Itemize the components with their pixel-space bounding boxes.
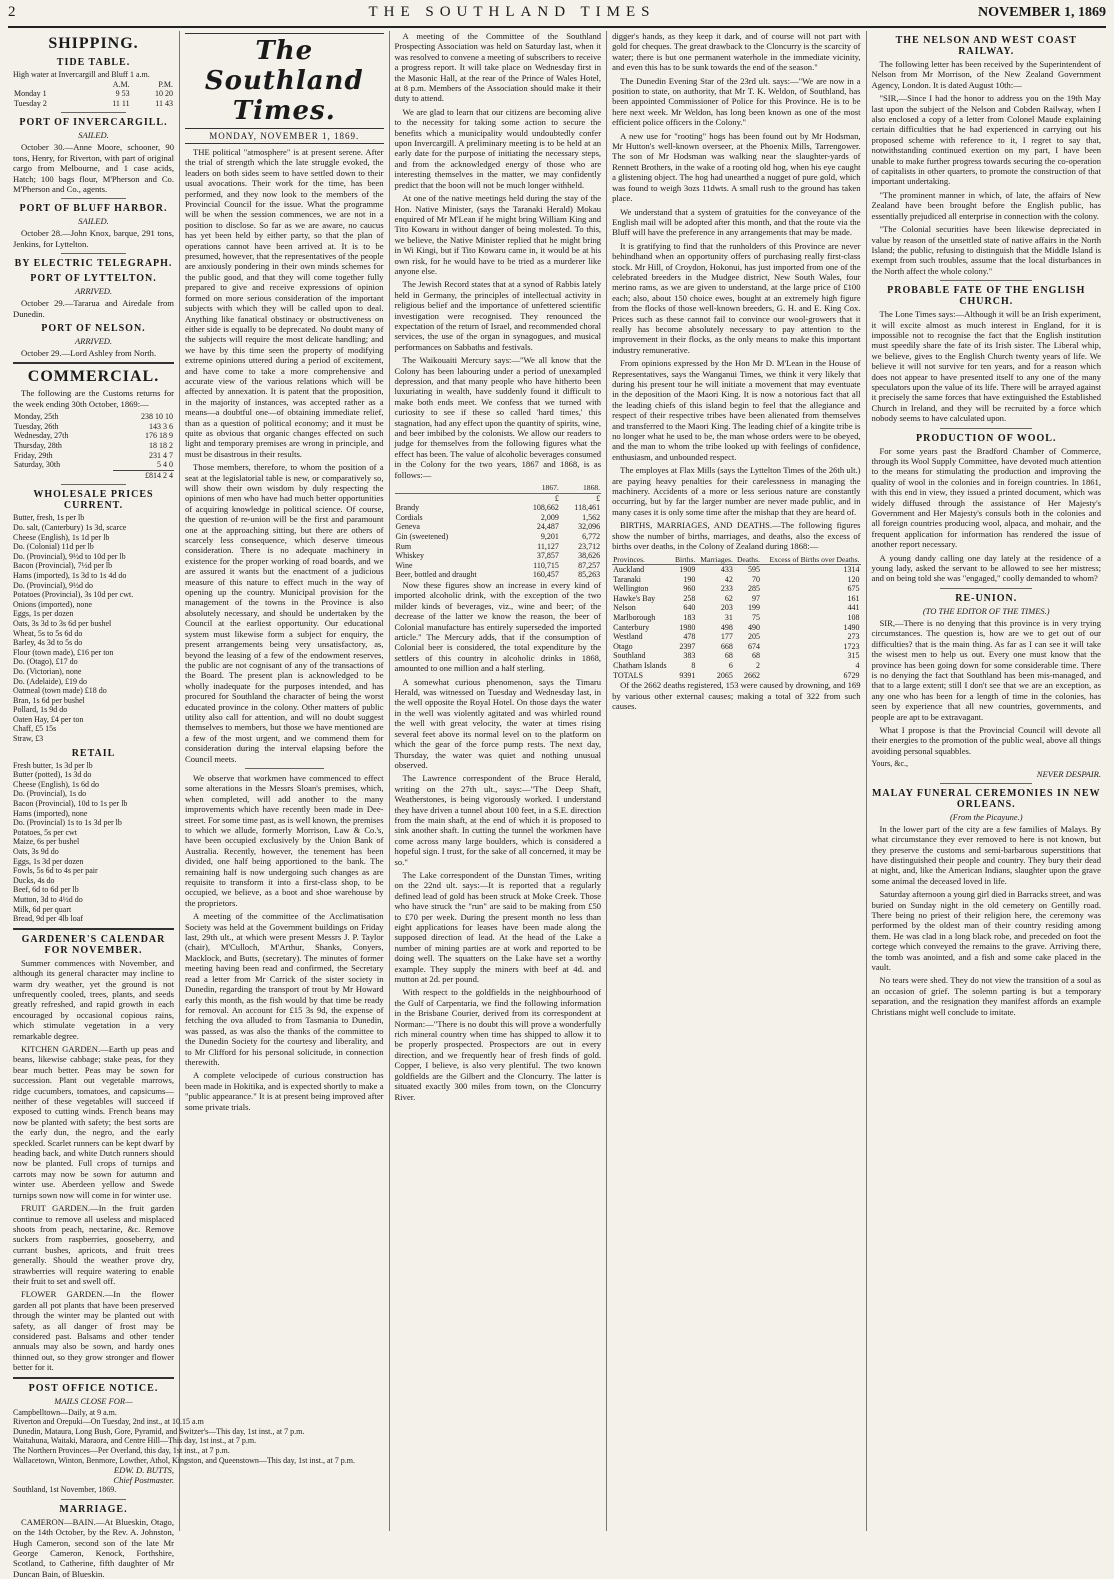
list-item: Hams (imported), none	[13, 808, 88, 818]
table-row: Canterbury 1980 498 490 1490	[613, 622, 860, 632]
list-item: Oats, 3s 9d do	[13, 847, 59, 856]
news-paragraph: We are glad to learn that our citizens are becoming alive to the necessity for taking some action to secure the benefits which a municipality would undoubtedly confer upon Invercargill. A preliminary meeting is to be held at an early date for the purpose of initiating the necessary steps, and from the acknowledged energy of those who are interesting themselves in the matter, we may confidently predict that the boon will not be much longer withheld.	[394, 106, 602, 190]
table-row: Monday 1 9 53 10 20	[14, 89, 173, 99]
list-item: Beef, 6d to 6d per lb	[13, 885, 79, 895]
commercial-intro: The following are the Customs returns for the week ending 30th October, 1869:—	[13, 388, 174, 409]
news-paragraph: The Dunedin Evening Star of the 23rd ult. says:—"We are now in a position to state, on authority, that Mr T. K. Weldon, of Southland, has been appointed Commissioner of Police for this Province. He is to be here next week. Mr Weldon, has long been known as one of the most efficient police officers in the Colony."	[612, 75, 861, 128]
customs-table	[13, 412, 174, 480]
news-paragraph: With respect to the goldfields in the neighbourhood of the Gulf of Carpentaria, we find the following information in the Brisbane Courier, derived from its correspondent at Norman:—"There is no doubt this will prove a wonderfully rich mineral country when time has shipped to allow it to be properly prospected. Prospectors are out in every direction, and we frequently hear of fresh finds of gold. Copper, I believe, is also very plentiful. The two known goldfields are the Gilbert and the Cloncurry. The latter is situated exactly 300 miles from town, on the Cloncurry River.	[394, 987, 602, 1102]
table-row: Saturday, 30th 5 4 0	[14, 460, 173, 470]
list-item: Pollard, 1s 9d do	[13, 705, 68, 715]
news-paragraph: We observe that workmen have commenced to effect some alterations in the Messrs Sloan's premises, which, when completed, will add another to the many improvements which have recently been made in Dee-street. For some time past, as is well known, the premises to which we allude, formerly Morrison, Law & Co.'s, have been occupied exclusively by the Union Bank of Australia. Recently, however, the tenement has been divided, one half being apportioned to the bank. The remaining half is now undergoing such changes as are requisite to transform it into a first-class shop, to be occupied, we believe, as a boot and shoe warehouse by the proprietors.	[185, 772, 384, 908]
list-item: Eggs, 1s 3d per dozen	[13, 856, 84, 866]
table-row: Nelson 640 203 199 441	[613, 603, 860, 613]
list-item: Riverton and Orepuki—On Tuesday, 2nd inst., at 10.15 a.m	[13, 1417, 204, 1427]
church-heading: PROBABLE FATE OF THE ENGLISH CHURCH.	[887, 285, 1086, 308]
news-paragraph: The Lawrence correspondent of the Bruce Herald, writing on the 27th ult., says:—"The Deep Shaft, Weatherstones, is being vigorously worked. I understand they have driven a tunnel about 100 feet, in a S.E. direction from the main shaft, at the end of which it is proposed to sink another shaft. In cutting the tunnel the workmen have come across many large boulders, which is considered a hopeful sign. I trust, for the sake of all concerned, it may be so."	[394, 773, 602, 867]
paper-title: The Southland Times.	[185, 33, 384, 129]
bmd-intro: BIRTHS, MARRIAGES, AND DEATHS.—The following figures show the number of births, marriages, and deaths, also the excess of births over deaths, in the Colony of Zealand during 1868:—	[612, 520, 861, 552]
list-item: Butter (potted), 1s 3d do	[13, 770, 92, 780]
list-item: Bacon (Provincial), 10d to 1s per lb	[13, 799, 128, 809]
table-row: Cordials 2,009 1,562	[395, 512, 601, 522]
bmd-outro: Of the 2662 deaths registered, 153 were caused by drowning, and 169 by various other external causes; making a total of 322 from such causes.	[612, 680, 861, 712]
list-item: Chaff, £5 15s	[13, 724, 57, 734]
list-item: Bran, 1s 6d per bushel	[13, 695, 85, 705]
list-item: Fresh butter, 1s 3d per lb	[13, 760, 93, 770]
list-item: Wheat, 5s to 5s 6d do	[13, 628, 83, 638]
table-row: TOTALS 9391 2065 2662 6729	[613, 670, 860, 680]
news-paragraph: Now these figures show an increase in every kind of imported alcoholic drink, with the exception of the two milder kinds of beverages, viz., wine and beer; of the decrease of the latter we know the reason, the beer of Colonial manufacture has entirely superseded the imported article." The Mercury adds, that if the consumption of Colonial beer is considered, the total expenditure by the settlers of this country in alcoholic drinks in 1868, amounted to one million and a half sterling.	[394, 580, 602, 674]
list-item: Oats, 3s 3d to 3s 6d per bushel	[13, 618, 112, 628]
table-row: Tuesday, 26th 143 3 6	[14, 421, 173, 431]
news-paragraph: digger's hands, as they keep it dark, and of course will not part with gold for cheques. The great drawback to the Cloncurry is the scarcity of water; there is but one permanent waterhole in the immediate vicinity, and even this has to be sunk towards the end of the season."	[612, 31, 861, 73]
customs-total: £814 2 4	[113, 470, 174, 480]
shipping-heading: SHIPPING.	[48, 35, 139, 52]
table-row: Geneva 24,487 32,096	[395, 522, 601, 532]
port-lyttelton-heading: PORT OF LYTTELTON.	[30, 273, 157, 285]
wholesale-heading: WHOLESALE PRICES CURRENT.	[33, 489, 154, 512]
table-row: Chatham Islands 8 6 2 4	[613, 661, 860, 671]
list-item: Fowls, 5s 6d to 4s per pair	[13, 866, 98, 876]
masthead	[8, 4, 1106, 28]
list-item: Do. (Colonial) 11d per lb	[13, 542, 94, 552]
news-paragraph: We understand that a system of gratuities for the conveyance of the English mail will be adopted after this month, and that the route via the Bluff will have the preference in any arrangements that may be made.	[612, 206, 861, 238]
port-bluff-text: October 28.—John Knox, barque, 291 tons, Jenkins, for Lyttelton.	[13, 228, 174, 249]
list-item: Mutton, 3d to 4½d do	[13, 894, 83, 904]
wholesale-list	[13, 513, 174, 743]
list-item: Flour (town made), £16 per ton	[13, 647, 114, 657]
news-paragraph: The employes at Flax Mills (says the Lyttelton Times of the 26th ult.) are paying heavy penalties for their carelessness in managing the machinery. Accidents of a more or less serious nature are constantly occurring, but by far the larger number are never made public, and in many cases it is only some time after the mishap that they are heard of.	[612, 465, 861, 517]
list-item: Potatoes, 5s per cwt	[13, 827, 77, 837]
column-4	[607, 31, 866, 1531]
list-item: Do. (Provincial), 9½d to 10d per lb	[13, 551, 126, 561]
retail-heading: RETAIL	[71, 747, 116, 759]
list-item: Do. (Provincial), 9½d do	[13, 580, 93, 590]
marriage-heading: MARRIAGE.	[59, 1503, 128, 1515]
malay-heading: MALAY FUNERAL CEREMONIES IN NEW ORLEANS.	[871, 787, 1101, 810]
list-item: Hams (imported), 1s 3d to 1s 4d do	[13, 570, 127, 580]
news-paragraph: A complete velocipede of curious construction has been made in Hokitika, and is expected shortly to make a "public appearance." It is at present being improved after some private trials.	[185, 1070, 384, 1112]
port-nelson-heading: PORT OF NELSON.	[41, 323, 146, 335]
marriage-text: CAMERON—BAIN.—At Blueskin, Otago, on the 14th October, by the Rev. A. Johnston, Hugh Cameron, second son of the late Mr George Cameron, Kenock, Forthshire, Scotland, to Catherine, fifth daughter of Mr Duncan Bain, of Blueskin.	[13, 1516, 174, 1579]
list-item: Oatmeal (town made) £18 do	[13, 686, 107, 696]
table-row: Friday, 29th 231 4 7	[14, 450, 173, 460]
table-row: Beer, bottled and draught 160,457 85,263	[395, 570, 601, 580]
list-item: Potatoes (Provincial), 3s 10d per cwt.	[13, 590, 134, 600]
list-item: Bacon (Provincial), 7½d per lb	[13, 561, 113, 571]
table-row: Gin (sweetened) 9,201 6,772	[395, 532, 601, 542]
news-paragraph: A somewhat curious phenomenon, says the Timaru Herald, was witnessed on Tuesday and Wednesday last, in the well opposite the Royal Hotel. On those days the water in the well was violently agitated and was whirled round the well with great velocity, the water at times rising several feet above its normal level on to the platform on which the gear of the force pump rests. The next day, Thursday, the water was quiet and nothing unusual observed.	[394, 676, 602, 770]
table-row: Southland 383 68 68 315	[613, 651, 860, 661]
list-item: Dunedin, Mataura, Long Bush, Gore, Pyramid, and Switzer's—This day, 1st inst., at 7 p.m.	[13, 1426, 305, 1436]
table-row: Monday, 25th 238 10 10	[14, 412, 173, 422]
editorial-paragraph: Those members, therefore, to whom the position of a seat at the legislatorial table is new, or comparatively so, will show their own wisdom by duly respecting the opinions of men who have had much better opportunities of acquiring knowledge in political science. Of course, the question of re-union will be the first and paramount one at the approaching sitting, but there are others of scarcely less consequence, which deserve timeous consideration. There is no adequate machinery in existence for the proper working of road boards, and we are assured it wants but the enactment of a judicious measure of this nature to effect much in the way of opening up the country. Municipal provision for the management of the towns in the Province is also absolutely necessary, and should be undertaken by the Council at the earliest opportunity. Our educational system must likewise form a subject for enquiry, the present arrangements being very unsatisfactory, as, beyond the leasing of a few of the endowment reserves, the public are not cognisant of any of the transactions of the Board. The present plan is acknowledged to be wholly inadequate for the purposes intended, and has procured for Southland the character of being the worst educated province in the colony. Other matters of public utility also call for attention, and will no doubt suggest themselves to members, but those we have mentioned are a few of the most urgent, and we commend them for consideration during the interval elapsing before the Council meets.	[185, 462, 384, 764]
tide-heading: TIDE TABLE.	[56, 57, 131, 68]
spirits-table	[395, 483, 602, 580]
news-paragraph: The Lake correspondent of the Dunstan Times, writing on the 22nd ult. says:—It is reported that a regularly defined lead of gold has been struck at Moke Creek. Those who have struck the "run" are said to be making from £50 to £70 per week. During the present month no less than eight applications for leases have been made along the supposed direction of lead. At the head of the Lake a number of mining parties are at work and reported to be doing well. The squatters on the Lake have set a worthy example. They supply the miners with beef at 4d. and mutton at 2d. per pound.	[394, 869, 602, 985]
list-item: Straw, £3	[13, 734, 44, 744]
table-row: £ £	[554, 493, 601, 503]
reunion-heading: RE-UNION.	[955, 592, 1018, 604]
masthead-title: THE SOUTHLAND TIMES	[368, 4, 656, 20]
list-item: Waitahuna, Waitaki, Maraora, and Centre Hill—This day, 1st inst., at 7 p.m.	[13, 1436, 257, 1446]
list-item: Do. (Adelaide), £19 do	[13, 676, 87, 686]
bmd-table	[612, 555, 860, 681]
list-item: Onions (imported), none	[13, 599, 92, 609]
list-item: Campbelltown—Daily, at 9 a.m.	[13, 1407, 117, 1417]
post-list	[13, 1407, 355, 1466]
list-item: Bread, 9d per 4lb loaf	[13, 914, 83, 924]
port-bluff-heading: PORT OF BLUFF HARBOR.	[19, 203, 168, 215]
tide-intro: High water at Invercargill and Bluff 1 a.m.	[13, 70, 150, 79]
port-invercargill-heading: PORT OF INVERCARGILL.	[19, 117, 168, 129]
news-paragraph: A meeting of the committee of the Acclimatisation Society was held at the Government buildings on Friday last, 29th ult., at which were present Messrs J. P. Taylor (chair), M'Culloch, M'Arthur, Shanks, Conyers, Macklock, and Butts, (secretary). The minutes of former meeting having been read and confirmed, the Secretary read a letter from Mr Carrick of the sister society in Dunedin, regarding the transport of trout by Mr Howard early this month, as the fish would by that time be ready for removal. An account for £15 3s 9d, the expense of fetching the ova alluded to from Tasmania to Dunedin, was passed, as was also the thanks of the committee to the Dunedin Society for the courtesy and liberality, and to Mr Clifford for his personal solicitude, in connection therewith.	[185, 911, 384, 1067]
table-header: Provinces. Births. Marriages. Deaths. Excess of Births over Deaths.	[613, 554, 860, 564]
news-paragraph: The Waikouaiti Mercury says:—"We all know that the Colony has been labouring under a period of unexampled depression, and that many people who have hitherto been luxuriating in wealth, have suddenly found it difficult to make both ends meet. We confess that we turned with curiosity to see if these so called 'hard times,' this stagnation, had any effect upon the quantity of spirits, wine, and beer imbibed by the colonists. We allow our readers to judge for themselves from the following figures what the effect has been. The value of alcoholic beverages consumed in the Colony for the two years, 1867 and 1868, is as follows:—	[394, 355, 602, 480]
news-paragraph: A new use for "rooting" hogs has been found out by Mr Hodsman, Mr Hutton's well-known overseer, at the Phoenix Mills, Tarrengower. The son of Mr Hodsman was walking near the slaughter-yards of Rennett Brothers, in the wake of a rooting old hog, when his eye caught a glistening object. The hog had unearthed a nugget of pure gold, which was found to weigh 3ozs 11dwts. A small rush to the ground has taken place.	[612, 130, 861, 204]
table-row: Wednesday, 27th 176 18 9	[14, 431, 173, 441]
retail-list	[13, 761, 174, 924]
table-row: Auckland 1909 433 595 1314	[613, 565, 860, 575]
list-item: Do. (Provincial) 1s to 1s 3d per lb	[13, 818, 122, 828]
table-row: Thursday, 28th 18 18 2	[14, 441, 173, 451]
table-row: Marlborough 183 31 75 108	[613, 613, 860, 623]
table-row: Wellington 960 233 285 675	[613, 584, 860, 594]
wool-heading: PRODUCTION OF WOOL.	[916, 432, 1057, 444]
list-item: Do. (Otago), £17 do	[13, 657, 78, 667]
column-1: SHIPPING. TIDE TABLE. High water at Invercargill and Bluff 1 a.m. A.M. P.M. Monday 1 9 53 10 20 Tuesday 2 11 11 11 43 PORT OF INVERCARGILL. SAILED. October 30.—Anne Moore, schooner, 90 tons, Henry, for Riverton, with part of original cargo from Melbourne, and 1 case acids, Hatch; 100 bags flour, M'Pherson and Co. M'Pherson and Co., agents. PORT OF BLUFF HARBOR. SAILED. October 28.—John Knox, barque, 291 tons, Jenkins, for Lyttelton. BY ELECTRIC TELEGRAPH. PORT OF LYTTELTON. ARRIVED. October 29.—Tararua and Airedale from Dunedin. PORT OF NELSON. ARRIVED. October 29.—Lord Ashley from North. COMMERCIAL. The following are the Customs returns for the week ending 30th October, 1869:— Monday, 25th 238 10 10 Tuesday, 26th 143 3 6 Wednesday, 27th 176 18 9 Thursday, 28th 18 18 2 Friday, 29th 231 4 7 Saturday, 30th 5 4 0 £814 2 4 WHOLESALE PRICES CURRENT. Butter, fresh, 1s per lb Do. salt, (Canterbury) 1s 3d, scarce Cheese (English), 1s 1d per lb Do. (Colonial) 11d per lb Do. (Provincial), 9½d to 10d per lb Bacon (Provincial), 7½d per lb Hams (imported), 1s 3d to 1s 4d do Do. (Provincial), 9½d do Potatoes (Provincial), 3s 10d per cwt. Onions (imported), none Eggs, 1s per dozen Oats, 3s 3d to 3s 6d per bushel Wheat, 5s to 5s 6d do Barley, 4s 3d to 5s do Flour (town made), £16 per ton Do. (Otago), £17 do Do. (Victorian), none Do. (Adelaide), £19 do Oatmeal (town made) £18 do Bran, 1s 6d per bushel Pollard, 1s 9d do Oaten Hay, £4 per ton Chaff, £5 15s Straw, £3 RETAIL Fresh butter, 1s 3d per lb Butter (potted), 1s 3d do Cheese (English), 1s 6d do Do. (Provincial), 1s do Bacon (Provincial), 10d to 1s per lb Hams (imported), none Do. (Provincial) 1s to 1s 3d per lb Potatoes, 5s per cwt Maize, 6s per bushel Oats, 3s 9d do Eggs, 1s 3d per dozen Fowls, 5s 6d to 4s per pair Ducks, 4s do Beef, 6d to 6d per lb Mutton, 3d to 4½d do Milk, 6d per quart Bread, 9d per 4lb loaf GARDENER'S CALENDAR FOR NOVEMBER. Summer commences with November, and although its general character may incline to warm dry weather, yet the ground is not unfrequently cooled, trees, plants, and seeds greatly refreshed, and rapid growth in each encouraged by occasional copious rains, which stimulate vegetation in a very remarkable degree. KITCHEN GARDEN.—Earth up peas and beans, likewise cabbage; stake peas, for they bear much better. Peas may be sown for succession. Plant out vegetable marrows, ridge cucumbers, tomatoes, and capsicums—neither of these vegetables will succeed if exposed to cutting winds. French beans may now be planted with safety; the best sorts are the early dun, the negro, and the early speckled. Scarlet runners can be kept dwarf by heading back, and white Dutch runners should now be planted. Full crops of turnips and carrots may now be sown for autumn and winter use. Aberdeen yellow and Swede turnips sown now will come in for winter use. FRUIT GARDEN.—In the fruit garden continue to remove all useless and misplaced shoots from peach, nectarine, &c. Remove suckers from raspberries, gooseberry, and currant bushes, apricots, and fruit trees generally. Should the weather prove dry, strawberries will require watering to enable their fruit to set and swell off. FLOWER GARDEN.—In the flower garden all pot plants that have been preserved through the winter may be planted out with safety, as all danger of frost may be considered past. Balsams and other tender annuals may also be sown, and hardy ones thinned out, so they grow stronger and flower better for it. POST OFFICE NOTICE. MAILS CLOSE FOR— Campbelltown—Daily, at 9 a.m. Riverton and Orepuki—On Tuesday, 2nd inst., at 10.15 a.m Dunedin, Mataura, Long Bush, Gore, Pyramid, and Switzer's—This day, 1st inst., at 7 p.m. Waitahuna, Waitaki, Maraora, and Centre Hill—This day, 1st inst., at 7 p.m. The Northern Provinces—Per Overland, this day, 1st inst., at 7 p.m. Wallacetown, Winton, Benmore, Lowther, Athol, Kingston, and Queenstown—This day, 1st inst., at 7 p.m. EDW. D. BUTTS, Chief Postmaster. Southland, 1st November, 1869. MARRIAGE. CAMERON—BAIN.—At Blueskin, Otago, on the 14th October, by the Rev. A. Johnston, Hugh Cameron, second son of the late Mr George Cameron, Kenock, Forthshire, Scotland, to Catherine, fifth daughter of Mr Duncan Bain, of Blueskin.	[8, 31, 180, 1531]
post-office-heading: POST OFFICE NOTICE.	[28, 1382, 159, 1394]
list-item: Oaten Hay, £4 per ton	[13, 714, 84, 724]
table-row: Brandy 108,662 118,461	[395, 503, 601, 513]
list-item: Maize, 6s per bushel	[13, 837, 80, 847]
reunion-signature: NEVER DESPAIR.	[1036, 768, 1101, 779]
list-item: Do. salt, (Canterbury) 1s 3d, scarce	[13, 523, 127, 532]
table-row: Westland 478 177 205 273	[613, 632, 860, 642]
table-row: Hawke's Bay 258 62 97 161	[613, 593, 860, 603]
masthead-date: NOVEMBER 1, 1869	[978, 5, 1106, 20]
list-item: Cheese (English), 1s 6d do	[13, 779, 99, 789]
table-row: Taranaki 190 42 70 120	[613, 574, 860, 584]
list-item: Do. (Provincial), 1s do	[13, 789, 87, 799]
news-paragraph: From opinions expressed by the Hon Mr D. M'Lean in the House of Representatives, says the Wanganui Times, we think it very likely that during his present tour he will initiate a movement that may eventuate in the deposition of the Maori King. It is now a notorious fact that all the leading chiefs of this island begin to feel that the allegiance and respect of their respective tribes have been alienated from themselves and transferred to the Maori King. The leading chief of a kingite tribe is no longer what he used to be, the man whose orders were to be obeyed, and the man to whom the tribe looked up with feelings of confidence, enthusiasm, and unbounded respect.	[612, 358, 861, 462]
news-paragraph: The Jewish Record states that at a synod of Rabbis lately held in Germany, the principles of intellectual activity in religious belief and the importance of unfettered scientific investigation were recognised. They renounced the expectation of the return of Israel, and recommended choral services, the use of the organ in synagogues, and musical performances on Sabbaths and festivals.	[394, 279, 602, 352]
news-paragraph: It is gratifying to find that the runholders of this Province are never behindhand when an opportunity offers of purchasing really first-class stock. Mr Hill, of Croydon, Hokonui, has just imported from one of the celebrated breeders in the Mudgee district, New South Wales, four merino rams, as we are given to understand, at the large price of £100 each; also, about 150 choice ewes, bought at an extremely high figure from the flocks of those well-known breeders, G. H. and E. King Cox. Prices such as these cannot fail to convince our wool-growers that it really has become absolutely necessary to pay attention to the improvement in their flocks, as the only means to make this important industry remunerative.	[612, 240, 861, 355]
gardener-heading: GARDENER'S CALENDAR FOR NOVEMBER.	[21, 933, 166, 956]
list-item: Eggs, 1s per dozen	[13, 609, 74, 619]
table-row: Rum 11,127 23,712	[395, 541, 601, 551]
list-item: The Northern Provinces—Per Overland, this day, 1st inst., at 7 p.m.	[13, 1445, 230, 1455]
telegraph-heading: BY ELECTRIC TELEGRAPH.	[14, 258, 173, 270]
table-row: Whiskey 37,857 38,626	[395, 551, 601, 561]
list-item: Cheese (English), 1s 1d per lb	[13, 532, 110, 542]
editorial-dateline: MONDAY, NOVEMBER 1, 1869.	[185, 131, 384, 144]
port-invercargill-text: October 30.—Anne Moore, schooner, 90 tons, Henry, for Riverton, with part of original cargo from Melbourne, and 1 case acids, Hatch; 100 bags flour, M'Pherson and Co. M'Pherson and Co., agents.	[13, 142, 174, 194]
editorial-paragraph: THE political "atmosphere" is at present serene. After the trial of strength which the late struggle evoked, the leaders on both sides seem to have settled down to their usual avocations. Their work for the time, has been performed, and they now look to the members of the Provincial Council for the issue. What the programme will be when the session commences, we are not in a position to disclose. So far as we are aware, no caucus has yet been held by either party, so that the plan of operations cannot have been arrived at. It is to be presumed, however, that the representatives of the people are anxiously pondering in their own minds schemes for the public good, and that they will come together fully prepared to give and receive expressions of opinion formed on more serious consideration of the important subjects with which they will be called upon to deal. Anything like fanatical obstinacy or obstructiveness on either side is equally to be deprecated. No doubt many of the subjects will require the most delicate handling; and we have by this time seen the property of modifying extreme opinions uttered during a period of excitement, and have come to take a more comprehensive and accurate view of the various relations which will be affected by annexation. It is patent that the proposition, in the majority of instances, was accepted rather as a means—a doubtful one—of obtaining immediate relief, than as a question of political economy; and it must be quite as obvious that organic changes effected on such light and temporary premises are wrong in principle, and must be disastrous in their results.	[185, 147, 384, 459]
column-3	[390, 31, 608, 1531]
list-item: Butter, fresh, 1s per lb	[13, 513, 85, 523]
news-paragraph: At one of the native meetings held during the stay of the Hon. Native Minister, (says the Taranaki Herald) Mokau enquired of Mr M'Lean if he might bring William King and Tito Kowaru in without danger of being molested. To this, we believe, the Native Minister replied that he might bring in Wi Kingi, but if Tito Kowaru came in, it would be at his own risk, for he would have to be tried as a murderer like anyone else.	[394, 193, 602, 276]
nelson-railway-heading: THE NELSON AND WEST COAST RAILWAY.	[895, 35, 1077, 57]
list-item: Wallacetown, Winton, Benmore, Lowther, Athol, Kingston, and Queenstown—This day, 1st inst., at 7 p.m.	[13, 1455, 355, 1465]
column-5: THE NELSON AND WEST COAST RAILWAY. The following letter has been received by the Superintendent of Nelson from Mr Morrison, of the New Zealand Government Agency, London. It is dated August 10th:— "SIR,—Since I had the honor to address you on the 19th May last upon the subject of the Nelson and Cobden Railway, when I also enclosed a copy of a letter from Colonel Maude explaining certain difficulties that he had experienced in carrying out his proposed scheme with reference to it, I regret to say that, notwithstanding continued exertion on my part, I have been unable to make further progress towards securing the co-operation of capitalists in other quarters, to promote the construction of that important undertaking. "The prominent manner in which, of late, the affairs of New Zealand have been brought before the English public, has essentially prejudiced all enterprise in connection with the colony. "The Colonial securities have been likewise depreciated in value by reason of the unsettled state of native affairs in the North Island; the public, refusing to distinguish that the Middle Island is exempt from such troubles, assume that the local disturbances in the North affect the whole colony." PROBABLE FATE OF THE ENGLISH CHURCH. The Lone Times says:—Although it will be an Irish experiment, it will excite almost as much interest in England, for it is impossible not to recognise the fact that the English institution must speedily share the fate of its Irish sister. The Liberal whip, we believe, gives to the English Church twenty years of life. We believe it will not survive for ten years, and for a reason which does not appear to have presented itself to any one of the many speculators upon the value of its life. There will be arrayed against it precisely the same forces that have extinguished the Established Church in Ireland, and they will be recruited by a force which nobody seems to have calculated upon. PRODUCTION OF WOOL. For some years past the Bradford Chamber of Commerce, through its Wool Supply Committee, have devoted much attention to the means for stimulating the production and improving the quality of wool in the colonies and in foreign countries. In 1861, with this end in view, they issued a printed document, which was widely diffused through the assistance of Her Majesty's Government and Her Majesty's consuls both in the colonies and all foreign countries producing wool, alpaca, and mohair, and the frequent application for information has rendered the issue of another report necessary. A young dandy calling one day lately at the residence of a young lady, asked the servant to be allowed to see her mistress; and on being told she was "engaged," coolly demanded to whom? RE-UNION. (TO THE EDITOR OF THE TIMES.) SIR,—There is no denying that this province is in very trying circumstances. The question is, how are we to get out of our difficulties? that is the main thing. As far as I can see it will take the wisest men to help us out. Every one must know that the province has been going down for some considerable time. There is no denying the fact that Southland has been mis-managed, and that to a large extent; still I don't see that we are an exception, as any one who has been for a length of time in the colonies, has seen by experience that all new countries, governments, and people are apt to be extravagant. What I propose is that the Provincial Council will devote all their energies to the promotion of the public weal, above all things avoiding personal squabbles. Yours, &c., NEVER DESPAIR. MALAY FUNERAL CEREMONIES IN NEW ORLEANS. (From the Picayune.) In the lower part of the city are a few families of Malays. By what circumstance they ever removed to here is not known, but they preserve the customs and semi-barbarous superstitions that have distinguished their people and country. They bury their dead at night, and, like the American Indians, slaughter upon the grave some animal the deceased loved in life. Saturday afternoon a young girl died in Barracks street, and was buried on Sunday night in the old cemetery on Gentilly road. There being no priest of their religion here, the ceremony was performed by the oldest man of their country residing among them. He was clad in a long black robe, and preceded on foot the cortege which conveyed the remains to the grave. Arriving there, the tomb was anointed, and a fish and some cake placed in the vault. No tears were shed. They do not view the transition of a soul as an occasion of grief. The solemn parting is but a temporary separation, and the resignation they manifest affords an example Christians might well conclude to imitate.	[871, 35, 1101, 1017]
list-item: Do. (Victorian), none	[13, 666, 82, 676]
column-2	[180, 31, 390, 1531]
tide-table: A.M. P.M. Monday 1 9 53 10 20 Tuesday 2 11 11 11 43	[14, 79, 173, 108]
table-row: Wine 110,715 87,257	[395, 560, 601, 570]
list-item: Milk, 6d per quart	[13, 904, 72, 914]
list-item: Barley, 4s 3d to 5s do	[13, 638, 83, 648]
page-number: 2	[8, 4, 16, 20]
table-row: Tuesday 2 11 11 11 43	[14, 98, 173, 108]
table-header: 1867. 1868.	[395, 483, 602, 493]
list-item: Ducks, 4s do	[13, 875, 55, 885]
commercial-heading: COMMERCIAL.	[27, 368, 160, 386]
table-row: Otago 2397 668 674 1723	[613, 641, 860, 651]
news-paragraph: A meeting of the Committee of the Southland Prospecting Association was held on Saturday last, when it was resolved to convene a meeting of subscribers to receive a progress report. It will take place on Wednesday first in the Masonic Hall, at the rear of the Prince of Wales Hotel, at 8 p.m. Members of the Association should make it their duty to attend.	[394, 31, 602, 104]
